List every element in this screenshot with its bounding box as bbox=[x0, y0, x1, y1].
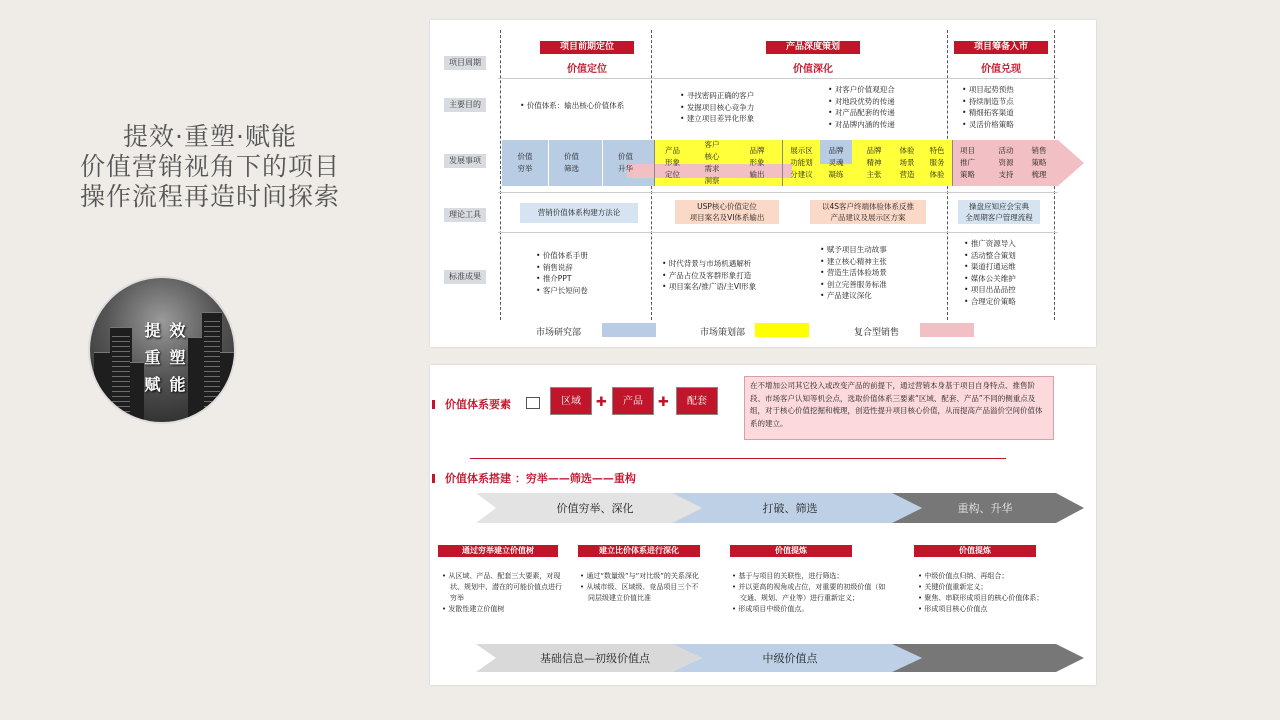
phase-sub-2: 价值深化 bbox=[793, 64, 833, 75]
stage-1: 价值穷举、深化 bbox=[556, 502, 634, 515]
purpose-col-2: • 寻找密码正确的客户 • 发掘项目核心竞争力 • 建立项目差异化形象 bbox=[680, 90, 754, 125]
event-cell: 特色 服务 体验 bbox=[929, 146, 945, 179]
legend-swatch-sales bbox=[920, 323, 974, 337]
element-region: 区域 bbox=[550, 387, 592, 415]
title-line-2: 价值营销视角下的项目 bbox=[79, 152, 340, 181]
event-cell: 体验 场景 营造 bbox=[899, 146, 915, 179]
tool-box-2: USP核心价值定位 项目案名及VI体系输出 bbox=[675, 200, 779, 224]
phase-tag-1: 项目前期定位 bbox=[540, 41, 634, 54]
title-line-1: 提效·重塑·赋能 bbox=[123, 122, 297, 151]
plus-icon: ✚ bbox=[658, 395, 669, 410]
row-label-tools: 理论工具 bbox=[444, 208, 486, 222]
stage-3: 重构、升华 bbox=[957, 502, 1013, 515]
value-system-note: 在不增加公司其它投入或改变产品的前提下，通过营销本身基于项目自身特点、推售阶段、市场客户认知等机会点，选取价值体系三要素“区域、配套、产品”不同的侧重点及组，对于核心价值挖掘和梳理，创造性提升项目核心价值，从而提高产品溢价空间价值体系的建立。 bbox=[744, 376, 1054, 440]
row-label-purpose: 主要目的 bbox=[444, 98, 486, 112]
purpose-col-1: • 价值体系：输出核心价值体系 bbox=[520, 100, 624, 112]
event-cell: 展示区 功能划 分建议 bbox=[782, 140, 820, 186]
level-2: 中级价值点 bbox=[762, 652, 818, 665]
output-col-4: • 推广资源导入 • 活动整合策划 • 渠道打通运维 • 媒体公关维护 • 项目出品品控 • 合理定价策略 bbox=[964, 238, 1016, 307]
element-product: 产品 bbox=[612, 387, 654, 415]
step-list-3: • 基于与项目的关联性，进行筛选； • 并以更高的视角或占位，对重要的初级价值（如交通、规划、产业等）进行重新定义； • 形成项目中级价值点。 bbox=[732, 571, 892, 615]
value-build-heading: 价值体系搭建 ：穷举——筛选——重构 bbox=[432, 470, 636, 486]
event-cell: 客户 核心 需求 洞察 bbox=[704, 140, 720, 185]
level-1: 基础信息—初级价值点 bbox=[540, 652, 650, 665]
element-facilities: 配套 bbox=[676, 387, 718, 415]
output-col-2: • 时代背景与市场机遇解析 • 产品占位及客群形象打造 • 项目案名/推广语/主VI形象 bbox=[662, 258, 756, 293]
legend-swatch-research bbox=[602, 323, 656, 337]
step-tag-4: 价值提炼 bbox=[914, 545, 1036, 557]
stage-2: 打破、筛选 bbox=[762, 502, 818, 515]
output-col-3: • 赋予项目生动故事 • 建立核心精神主张 • 营造生活体验场景 • 创立完善服务标准 • 产品建议深化 bbox=[820, 244, 887, 302]
tool-box-1: 营销价值体系构建方法论 bbox=[520, 203, 638, 223]
event-cell: 品牌 形象 输出 bbox=[749, 146, 765, 179]
event-cell: 品牌 灵魂 凝练 bbox=[828, 146, 844, 179]
legend-swatch-planning bbox=[755, 323, 809, 337]
purpose-col-3: • 对客户价值观迎合 • 对地段优势的传递 • 对产品配套的传递 • 对品牌内涵的传递 bbox=[828, 84, 895, 130]
tool-box-4: 操盘应知应会宝典 全周期客户管理流程 bbox=[958, 200, 1040, 224]
event-cell: 产品 形象 定位 bbox=[654, 140, 690, 186]
circle-slogan: 提 效 重 塑 赋 能 bbox=[144, 321, 186, 394]
value-system-panel bbox=[430, 365, 1096, 685]
step-list-2: • 通过“数量级”与“对比级”的关系深化 • 从城市级、区域级、竞品项目三个不同层级建立价值比准 bbox=[580, 571, 704, 604]
output-col-1: • 价值体系手册 • 销售说辞 • 推介PPT • 客户长短问卷 bbox=[536, 250, 588, 296]
phase-sub-1: 价值定位 bbox=[567, 64, 607, 75]
phase-tag-2: 产品深度策划 bbox=[766, 41, 860, 54]
legend-label-research: 市场研究部 bbox=[536, 328, 582, 338]
plus-icon: ✚ bbox=[596, 395, 607, 410]
city-skyline-image bbox=[88, 276, 236, 424]
value-elements-heading: 价值体系要素 bbox=[432, 396, 511, 412]
tool-box-3: 以4S客户终端体验体系反推 产品建议及展示区方案 bbox=[810, 200, 926, 224]
step-list-1: • 从区域、产品、配套三大要素，对现状、规划中、潜在的可能价值点进行穷举 • 发散性建立价值树 bbox=[442, 571, 566, 615]
step-tag-1: 通过穷举建立价值树 bbox=[438, 545, 558, 557]
step-tag-2: 建立比价体系进行深化 bbox=[578, 545, 700, 557]
event-cell: 品牌 精神 主张 bbox=[866, 146, 882, 179]
step-list-4: • 中级价值点归纳、再组合； • 关键价值重新定义； • 聚焦、串联形成项目的核心价值体系； • 形成项目核心价值点 bbox=[918, 571, 1068, 615]
phase-tag-3: 项目筹备入市 bbox=[954, 41, 1048, 54]
event-cell: 活动 资源 支持 bbox=[998, 146, 1014, 179]
row-label-cycle: 项目周期 bbox=[444, 56, 486, 70]
equals-icon bbox=[526, 397, 540, 409]
divider bbox=[470, 458, 1006, 459]
step-tag-3: 价值提炼 bbox=[730, 545, 852, 557]
legend-label-sales: 复合型销售 bbox=[854, 328, 900, 338]
row-label-events: 发展事项 bbox=[444, 154, 486, 168]
row-label-outputs: 标准成果 bbox=[444, 270, 486, 284]
event-cell: 价值 穷举 bbox=[517, 152, 533, 173]
events-band bbox=[502, 140, 1072, 186]
phase-sub-3: 价值兑现 bbox=[981, 64, 1021, 75]
event-cell: 销售 策略 梳理 bbox=[1031, 146, 1047, 179]
event-cell: 价值 筛选 bbox=[548, 140, 594, 186]
workflow-table-panel bbox=[430, 20, 1096, 347]
event-cell: 价值 升华 bbox=[602, 140, 648, 186]
event-cell: 项目 推广 策略 bbox=[952, 140, 982, 186]
title-line-3: 操作流程再造时间探索 bbox=[79, 182, 340, 211]
page-title bbox=[30, 122, 390, 212]
purpose-col-4: • 项目起势预热 • 持续制造节点 • 精细拓客渠道 • 灵活价格策略 bbox=[962, 84, 1014, 130]
legend-label-planning: 市场策划部 bbox=[700, 328, 746, 338]
